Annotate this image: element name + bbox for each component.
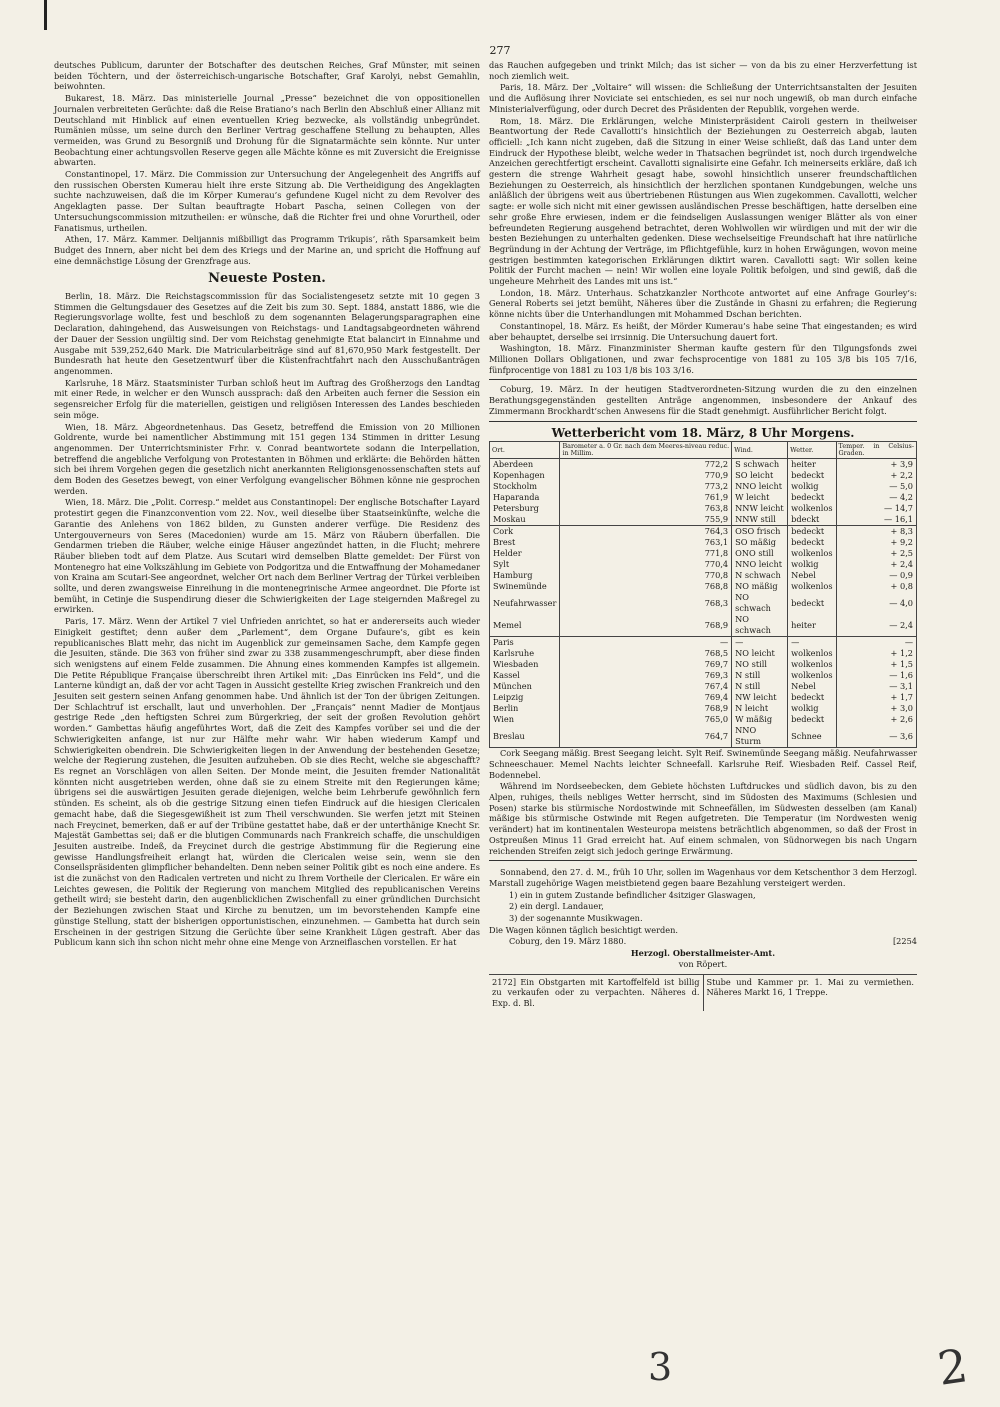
weather-cell: 772,2 [560, 459, 732, 471]
weather-cell: Berlin [490, 703, 560, 714]
weather-row [490, 526, 917, 538]
weather-cell: + 2,4 [836, 559, 916, 570]
ad-lead: Sonnabend, den 27. d. M., früh 10 Uhr, sollen im Wagenhaus vor dem Ketschenthor 3 dem Herzogl. Marstall zugehörige Wagen meistbietend gegen baare Bezahlung versteigert werden. [489, 867, 917, 888]
weather-cell: wolkig [788, 559, 836, 570]
weather-cell: — [732, 637, 788, 649]
weather-cell: Neufahrwasser [490, 592, 560, 614]
weather-cell: S schwach [732, 459, 788, 471]
weather-cell: wolkig [788, 703, 836, 714]
weather-row [490, 503, 917, 514]
weather-cell: + 1,7 [836, 692, 916, 703]
weather-cell: wolkenlos [788, 670, 836, 681]
article-paragraph: Paris, 17. März. Wenn der Artikel 7 viel Unfrieden anrichtet, so hat er andererseits auch wieder Einigkeit gestiftet; denn außer dem „Parlement“, dem Organe Dufaure’s, gibt es kein republicanisches Blatt mehr, das nicht im Augenblick zur gemeinsamen Sache, dem Kampfe gegen die Jesuiten, stände. Die 363 von früher sind zwar zu 338 zusammengeschrumpft, aber diese finden sich wenigstens auf einem Felde zusammen. Die Ahnung eines kommenden Kampfes ist allgemein. Die Petite République Française überschreibt ihren Artikel mit: „Das Einrücken ins Feld“, und die Lanterne kündigt an, daß der vor acht Tagen in Aussicht gestellte Krieg zwischen Frankreich und den Jesuiten seit gestern seinen Anfang genommen habe. Und ähnlich ist der Ton der übrigen Zeitungen. Der Schlachtruf ist erschallt, laut und unverhohlen. Der „Français“ nennt Madier de Montjaus gestrige Rede „den heftigsten Schrei zum Bürgerkrieg, der seit der großen Revolution gehört worden.“ Gambettas häufig angeführtes Wort, daß die Zeit des Kampfes vorüber sei und die der Schwierigkeiten anfange, ist nur zur Hälfte mehr wahr. Wir haben wiederum Kampf und Schwierigkeiten obendrein. Die Schwierigkeiten liegen in der Anwendung der bestehenden Gesetze; welche der Regierung zustehen, die Jesuiten aufzuheben. Ob sie dies Recht, welche sie abgeschafft? Es regnet an Vorschlägen von allen Seiten. Der Monde meint, die Jesuiten fremder Nationalität könnten nicht ausgetrieben werden, ohne daß sie zu einem Streite mit den Regierungen käme; übrigens sei die auswärtigen Jesuiten gerade diejenigen, welche beim Lehrberufe gewöhnlich fern stünden. Es scheint, als ob die gestrige Sitzung einen tiefen Eindruck auf die hiesigen Clericalen gemacht habe, daß die Siegesgewißheit ist zum Theil verschwunden. Sie werfen jetzt mit Steinen nach Freycinet, bemerken, daß er auf der Tribüne gestattet habe, daß er der unterthänige Knecht Sr. Majestät Gambettas sei; daß er die blutigen Communards nach Frankreich schaffe, die unschuldigen Jesuiten austreibe. Indeß, da Freycinet durch die gestrige Abstimmung für die Regierung eine gewisse Handlungsfreiheit erlangt hat, würden die Clericalen weise sein, wenn sie den Conseilspräsidenten glimpflicher behandelten. Denn neben seiner Politik gibt es noch eine andere. Es ist die zunächst von den Radicalen vertreten und nicht zu Ihrem Vortheile der Clericalen. Er wäre ein Leichtes gewesen, die Politik der Regierung von manchem Mitglied des republicanischen Vereins getheilt wird; sie besteht darin, den augenblicklichen Zwischenfall zu einer gründlichen Durchsicht der Beziehungen zwischen Staat und Kirche zu benutzen, um im bevorstehenden Kampfe eine günstige Stellung, statt der bisherigen opportunistischen, einzunehmen. — Gambetta hat durch sein Erscheinen in der gestrigen Sitzung die Gerüchte über seine Krankheit Lügen gestraft. Aber das Publicum kann sich ihn schon nicht mehr ohne eine Menge von Arzneiflaschen vorstellen. Er hat [54, 616, 480, 948]
weather-row [490, 681, 917, 692]
weather-cell: 770,9 [560, 470, 732, 481]
article-paragraph: Wien, 18. März. Die „Polit. Corresp.“ meldet aus Constantinopel: Der englische Botschafter Layard protestirt gegen die Finanzconvention vom 22. Nov., weil dieselbe über Staatseinkünfte, welche die Garantie des Anlehens von 1862 bilden, zu Gunsten anderer verfüge. Die Residenz des Untergouverneurs von Seres (Macedonien) wurde am 15. März von Räubern überfallen. Die Gendarmen trieben die Räuber, welche einige Häuser angezündet hatten, in die Flucht; mehrere Räuber blieben todt auf dem Platze. Aus Scutari wird demselben Blatte gemeldet: Der Fürst von Montenegro hat eine Volkszählung im Gebiete von Podgoritza und die Entwaffnung der Mohamedaner von Kraina am Scutari-See angeordnet, welcher Ort nach dem Berliner Vertrag der Türkei verbleiben sollte, und deren zwangsweise Einreihung in die montenegrinische Armee angeordnet. Die Pforte ist bemüht, in Cetinje die Suspendirung dieser die Schwierigkeiten der Lage steigernden Maßregel zu erwirken. [54, 497, 480, 615]
weather-cell: Leipzig [490, 692, 560, 703]
weather-cell: + 1,2 [836, 648, 916, 659]
article-paragraph: Washington, 18. März. Finanzminister Sherman kaufte gestern für den Tilgungsfonds zwei Millionen Dollars Obligationen, und zwar fechsprocentige von 1881 zu 105 3/8 bis 105 7/16, fünfprocentige von 1881 zu 103 1/8 bis 103 3/16. [489, 343, 917, 375]
weather-cell: Nebel [788, 681, 836, 692]
weather-cell: Helder [490, 548, 560, 559]
scan-edge-mark [44, 0, 47, 30]
weather-cell: 771,8 [560, 548, 732, 559]
weather-cell: wolkig [788, 481, 836, 492]
weather-cell: wolkenlos [788, 659, 836, 670]
ad-item: 3) der sogenannte Musikwagen. [509, 913, 643, 924]
weather-cell: + 1,5 [836, 659, 916, 670]
weather-cell: Karlsruhe [490, 648, 560, 659]
weather-cell: — 2,4 [836, 614, 916, 637]
weather-cell: bedeckt [788, 592, 836, 614]
article-paragraph: Constantinopel, 17. März. Die Commission zur Untersuchung der Angelegenheit des Angriffs auf den russischen Obersten Kumerau hielt ihre erste Sitzung ab. Die Vertheidigung des Angeklagten suchte nachzuweisen, daß die im Körper Kumerau’s gefundene Kugel nicht zu dem Revolver des Angeklagten passe. Der Sultan beauftragte Hobart Pascha, seinen Collegen von der Untersuchungscommission mitzutheilen: er wünsche, daß die Richter frei und ohne Vorurtheil, oder Fanatismus, urtheilen. [54, 169, 480, 233]
weather-cell: 764,7 [560, 725, 732, 748]
small-ad: Stube und Kammer pr. 1. Mai zu vermiethen. Näheres Markt 16, 1 Treppe. [703, 975, 918, 1011]
weather-cell: — 3,6 [836, 725, 916, 748]
handwritten-mark: 2 [934, 1338, 971, 1396]
weather-cell: — [788, 637, 836, 649]
weather-cell: W mäßig [732, 714, 788, 725]
weather-row [490, 659, 917, 670]
weather-cell: + 9,2 [836, 537, 916, 548]
weather-cell: 761,9 [560, 492, 732, 503]
weather-row [490, 548, 917, 559]
weather-cell: Wien [490, 714, 560, 725]
weather-cell: SO leicht [732, 470, 788, 481]
weather-row [490, 648, 917, 659]
weather-row [490, 592, 917, 614]
weather-cell: + 3,0 [836, 703, 916, 714]
weather-row [490, 537, 917, 548]
weather-cell: — 5,0 [836, 481, 916, 492]
weather-table [489, 441, 917, 748]
weather-cell: N schwach [732, 570, 788, 581]
weather-row [490, 470, 917, 481]
weather-cell: Hamburg [490, 570, 560, 581]
weather-row [490, 581, 917, 592]
weather-row [490, 714, 917, 725]
weather-cell: Brest [490, 537, 560, 548]
weather-cell: NNW leicht [732, 503, 788, 514]
weather-row [490, 492, 917, 503]
weather-cell: N still [732, 681, 788, 692]
weather-cell: Petersburg [490, 503, 560, 514]
weather-cell: — 0,9 [836, 570, 916, 581]
ad-date-line [489, 936, 917, 947]
page-number: 277 [489, 44, 511, 57]
auction-ad [489, 867, 917, 969]
weather-cell: heiter [788, 614, 836, 637]
weather-row [490, 725, 917, 748]
weather-cell: Schnee [788, 725, 836, 748]
weather-row [490, 670, 917, 681]
small-ad: 2172] Ein Obstgarten mit Kartoffelfeld ist billig zu verkaufen oder zu verpachten. Näheres d. Exp. d. Bl. [492, 976, 700, 1008]
weather-cell: NW leicht [732, 692, 788, 703]
weather-cell: — [560, 637, 732, 649]
weather-cell: 755,9 [560, 514, 732, 526]
handwritten-mark: 3 [648, 1345, 673, 1389]
weather-cell: Wiesbaden [490, 659, 560, 670]
coburg-paragraph: Coburg, 19. März. In der heutigen Stadtverordneten-Sitzung wurden die zu den einzelnen Berathungsgegenständen gestellten Anträge angenommen, insbesondere der Ankauf des Zimmermann Brockhardt’schen Anwesens für die Stadt genehmigt. Ausführlicher Bericht folgt. [489, 384, 917, 416]
weather-cell: — 1,6 [836, 670, 916, 681]
weather-cell: Sylt [490, 559, 560, 570]
weather-cell: Nebel [788, 570, 836, 581]
weather-row [490, 692, 917, 703]
weather-cell: München [490, 681, 560, 692]
weather-column-header: Ort. [490, 442, 560, 459]
weather-cell: 769,7 [560, 659, 732, 670]
weather-cell: — 3,1 [836, 681, 916, 692]
weather-cell: 764,3 [560, 526, 732, 538]
left-column [54, 60, 480, 949]
weather-cell: + 2,2 [836, 470, 916, 481]
article-paragraph: das Rauchen aufgegeben und trinkt Milch; das ist sicher — von da bis zu einer Herzverfettung ist noch ziemlich weit. [489, 60, 917, 81]
weather-column-header: Wind. [732, 442, 788, 459]
weather-note: Während im Nordseebecken, dem Gebiete höchsten Luftdruckes und südlich davon, bis zu den Alpen, ruhiges, theils nebliges Wetter herrscht, sind im Südosten des Maximums (Schlesien und Posen) starke bis stürmische Nordostwinde mit Schneefällen, im Südwesten desselben (am Kanal) mäßige bis stürmische Ostwinde mit Regen aufgetreten. Die Temperatur (im Nordwesten wenig verändert) hat im kontinentalen Westeuropa meistens beträchtlich abgenommen, so daß der Frost in Ostpreußen Minus 11 Grad erreicht hat. Auf einem schmalen, von Südnorwegen bis nach Ungarn reichenden Streifen zeigt sich jedoch geringe Erwärmung. [489, 781, 917, 856]
weather-cell: NO still [732, 659, 788, 670]
weather-cell: NO leicht [732, 648, 788, 659]
article-paragraph: Karlsruhe, 18 März. Staatsminister Turban schloß heut im Auftrag des Großherzogs den Landtag mit einer Rede, in welcher er den Wunsch aussprach: daß den Arbeiten auch ferner die Session ein segensreicher Erfolg für die materiellen, geistigen und religiösen Interessen des Landes beschieden sein möge. [54, 377, 480, 420]
divider [489, 379, 917, 380]
weather-cell: NO schwach [732, 614, 788, 637]
weather-cell: N still [732, 670, 788, 681]
weather-row [490, 481, 917, 492]
ad-item: 1) ein in gutem Zustande befindlicher 4sitziger Glaswagen, [509, 889, 756, 900]
weather-cell: 769,3 [560, 670, 732, 681]
ad-note: Die Wagen können täglich besichtigt werden. [489, 924, 678, 935]
weather-cell: SO mäßig [732, 537, 788, 548]
weather-cell: NNO leicht [732, 559, 788, 570]
weather-row [490, 514, 917, 526]
weather-cell: + 0,8 [836, 581, 916, 592]
ad-item: 2) ein dergl. Landauer, [509, 901, 604, 912]
weather-cell: NO schwach [732, 592, 788, 614]
article-paragraph: deutsches Publicum, darunter der Botschafter des deutschen Reiches, Graf Münster, mit seinen beiden Töchtern, und der österreichisch-ungarische Botschafter, Graf Karolyi, nebst Gemahlin, beiwohnten. [54, 60, 480, 92]
weather-cell: Kassel [490, 670, 560, 681]
weather-cell: Cork [490, 526, 560, 538]
article-paragraph: Rom, 18. März. Die Erklärungen, welche Ministerpräsident Cairoli gestern in theilweiser Beantwortung der Rede Cavallotti’s hinsichtlich der Beziehungen zu Oesterreich abgab, lauten officiell: „Ich kann nicht zugeben, daß die Sitzung in einer Weise schließt, daß das Land unter dem Eindruck der Hypothese bleibt, welche weder in Thatsachen begründet ist, noch durch irgendwelche Anzeichen gerechtfertigt erscheint. Cavallotti signalisirte eine Gefahr. Ich meinerseits erkläre, daß ich gestern die strenge Wahrheit gesagt habe, sowohl hinsichtlich unserer freundschaftlichen Beziehungen zu Oesterreich, als hinsichtlich der herzlichen spontanen Kundgebungen, welche uns anläßlich der übrigens weit aus übertriebenen Rüstungen aus Wien zugekommen. Cavallotti, welcher sagte: er wolle sich nicht mit einer gewissen ausländischen Presse beschäftigen, hatte derselben eine sehr große Ehre erwiesen, indem er die feindseligen Auslassungen weniger Blätter als von einer befreundeten Regierung ausgehend betrachtet, deren Wohlwollen wir würdigen und mit der wir die besten Beziehungen zu unterhalten gedenken. Diese wechselseitige Freundschaft hat ihre natürliche Begründung in der Achtung der Verträge, im Pflichtgefühle, kurz in hohen Erwägungen, wovon meine gestrigen bestimmten kategorischen Erklärungen diktirt waren. Cavallotti sagt: Wir sollen keine Politik der Furcht machen — nein! Wir wollen eine loyale Politik befolgen, und sind gewiß, daß die ungeheure Mehrheit des Landes mit uns ist.“ [489, 115, 917, 287]
weather-cell: — [836, 637, 916, 649]
weather-cell: + 8,3 [836, 526, 916, 538]
weather-cell: Kopenhagen [490, 470, 560, 481]
article-paragraph: Bukarest, 18. März. Das ministerielle Journal „Presse“ bezeichnet die von oppositionellen Journalen verbreiteten Gerüchte: daß die Reise Bratiano’s nach Berlin den Abschluß einer Allianz mit Deutschland mit Hinblick auf einen eventuellen Krieg bezwecke, als vollständig unbegründet. Rumänien müsse, um seine durch den Berliner Vertrag geschaffene Stellung zu behaupten, Alles vermeiden, was Grund zu Besorgniß und Drohung für die Signatarmächte sein könnte. Nur unter Beobachtung einer achtungsvollen Reserve gegen alle Mächte könne es mit Zuversicht die Ereignisse abwarten. [54, 93, 480, 168]
weather-cell: NNO leicht [732, 481, 788, 492]
weather-row [490, 570, 917, 581]
weather-cell: NNO Sturm [732, 725, 788, 748]
weather-cell: NNW still [732, 514, 788, 526]
weather-cell: Haparanda [490, 492, 560, 503]
article-paragraph: Paris, 18. März. Der „Voltaire“ will wissen: die Schließung der Unterrichtsanstalten der Jesuiten und die Auflösung ihrer Noviciate sei entschieden, es sei nur noch ungewiß, ob man durch einfache Ministerialverfügung, oder durch Decret des Präsidenten der Republik, vorgehen werde. [489, 82, 917, 114]
weather-cell: Paris [490, 637, 560, 649]
weather-row [490, 703, 917, 714]
weather-cell: — 14,7 [836, 503, 916, 514]
weather-cell: bedeckt [788, 470, 836, 481]
weather-cell: Breslau [490, 725, 560, 748]
weather-cell: wolkenlos [788, 503, 836, 514]
article-paragraph: Constantinopel, 18. März. Es heißt, der Mörder Kumerau’s habe seine That eingestanden; es wird aber behauptet, derselbe sei irrsinnig. Die Untersuchung dauert fort. [489, 320, 917, 342]
weather-row [490, 459, 917, 471]
weather-cell: — 4,2 [836, 492, 916, 503]
weather-cell: 763,8 [560, 503, 732, 514]
weather-row [490, 614, 917, 637]
weather-cell: Aberdeen [490, 459, 560, 471]
weather-cell: 765,0 [560, 714, 732, 725]
ad-sender: Herzogl. Oberstallmeister-Amt. [630, 948, 776, 959]
weather-cell: wolkenlos [788, 581, 836, 592]
weather-cell: N leicht [732, 703, 788, 714]
weather-cell: 768,5 [560, 648, 732, 659]
weather-cell: Stockholm [490, 481, 560, 492]
weather-cell: ONO still [732, 548, 788, 559]
section-title: Neueste Posten. [208, 271, 326, 287]
weather-cell: bedeckt [788, 537, 836, 548]
weather-cell: — 16,1 [836, 514, 916, 526]
weather-cell: 768,9 [560, 614, 732, 637]
divider [489, 421, 917, 422]
divider [489, 860, 917, 861]
right-column [489, 60, 917, 1011]
article-paragraph: Wien, 18. März. Abgeordnetenhaus. Das Gesetz, betreffend die Emission von 20 Millionen Goldrente, wurde bei namentlicher Abstimmung mit 151 gegen 134 Stimmen in dritter Lesung angenommen. Der Unterrichtsminister Frhr. v. Conrad beantwortete sodann die Interpellation, betreffend die angebliche Verfolgung von Protestanten in Böhmen und erklärte: die Behörden hätten sich bei ihrem Vorgehen gegen die gesetzlich nicht anerkannten Religionsgenossenschaften stets auf dem Boden des Gesetzes bewegt, von einer Verfolgung evangelischer Böhmen könne nie gesprochen werden. [54, 421, 480, 496]
weather-cell: bdeckt [788, 514, 836, 526]
weather-cell: + 2,6 [836, 714, 916, 725]
weather-cell: 768,9 [560, 703, 732, 714]
small-ads [489, 974, 917, 1011]
weather-cell: 769,4 [560, 692, 732, 703]
weather-title: Wetterbericht vom 18. März, 8 Uhr Morgens. [551, 425, 855, 440]
weather-cell: bedeckt [788, 492, 836, 503]
article-paragraph: Athen, 17. März. Kammer. Delijannis mißbilligt das Programm Trikupis’, räth Sparsamkeit beim Budget des Innern, aber nicht bei dem des Kriegs und der Marine an, und spricht die Hoffnung auf eine demnächstige Lösung der Grenzfrage aus. [54, 234, 480, 266]
weather-cell: wolkenlos [788, 648, 836, 659]
weather-cell: bedeckt [788, 692, 836, 703]
weather-cell: 767,4 [560, 681, 732, 692]
weather-cell: 768,3 [560, 592, 732, 614]
weather-notes [489, 748, 917, 856]
weather-row [490, 559, 917, 570]
ad-number: [2254 [892, 936, 917, 947]
weather-cell: W leicht [732, 492, 788, 503]
article-paragraph: Berlin, 18. März. Die Reichstagscommission für das Socialistengesetz setzte mit 10 gegen 3 Stimmen die Geltungsdauer des Gesetzes auf die Zeit bis zum 30. Sept. 1884, anstatt 1886, wie die Regierungsvorlage wollte, fest und beschloß zu dem sogenannten Belagerungsparagraphen eine Declaration, dahingehend, das Ausweisungen von Reichstags- und Landtagsabgeordneten während der Dauer der Session ungültig sind. Der vom Reichstag genehmigte Etat balancirt in Einnahme und Ausgabe mit 539,252,640 Mark. Die Matricularbeiträge sind auf 81,670,950 Mark festgestellt. Der Bundesrath hat heute den Gesetzentwurf über die Küstenfrachtfahrt nach den Ausschußanträgen angenommen. [54, 291, 480, 376]
ad-date: Coburg, den 19. März 1880. [509, 936, 627, 947]
weather-cell: bedeckt [788, 714, 836, 725]
weather-column-header: Temper. in Celsius-Graden. [836, 442, 916, 459]
weather-cell: 768,8 [560, 581, 732, 592]
weather-cell: bedeckt [788, 526, 836, 538]
weather-note: Cork Seegang mäßig. Brest Seegang leicht. Sylt Reif. Swinemünde Seegang mäßig. Neufahrwasser Schneeschauer. Memel Nachts leichter Schneefall. Karlsruhe Reif. Wiesbaden Reif. Cassel Reif, Bodennebel. [489, 748, 917, 780]
weather-cell: OSO frisch [732, 526, 788, 538]
weather-cell: 770,4 [560, 559, 732, 570]
weather-cell: — 4,0 [836, 592, 916, 614]
weather-cell: 763,1 [560, 537, 732, 548]
weather-cell: wolkenlos [788, 548, 836, 559]
weather-cell: + 3,9 [836, 459, 916, 471]
weather-row [490, 637, 917, 649]
weather-column-header: Barometer a. 0 Gr. nach dem Meeres-niveau reduc. in Millim. [560, 442, 732, 459]
weather-cell: Swinemünde [490, 581, 560, 592]
weather-column-header: Wetter. [788, 442, 836, 459]
weather-cell: heiter [788, 459, 836, 471]
weather-cell: + 2,5 [836, 548, 916, 559]
weather-cell: 770,8 [560, 570, 732, 581]
ad-signature: von Röpert. [678, 958, 728, 969]
weather-cell: Memel [490, 614, 560, 637]
article-paragraph: London, 18. März. Unterhaus. Schatzkanzler Northcote antwortet auf eine Anfrage Gourley’s: General Roberts sei jetzt bemüht, Näheres über die Zustände in Ghasni zu erfahren; die Regierung könne nichts über die Unterhandlungen mit Mohammed Dschan berichten. [489, 287, 917, 320]
weather-cell: NO mäßig [732, 581, 788, 592]
weather-cell: Moskau [490, 514, 560, 526]
weather-cell: 773,2 [560, 481, 732, 492]
